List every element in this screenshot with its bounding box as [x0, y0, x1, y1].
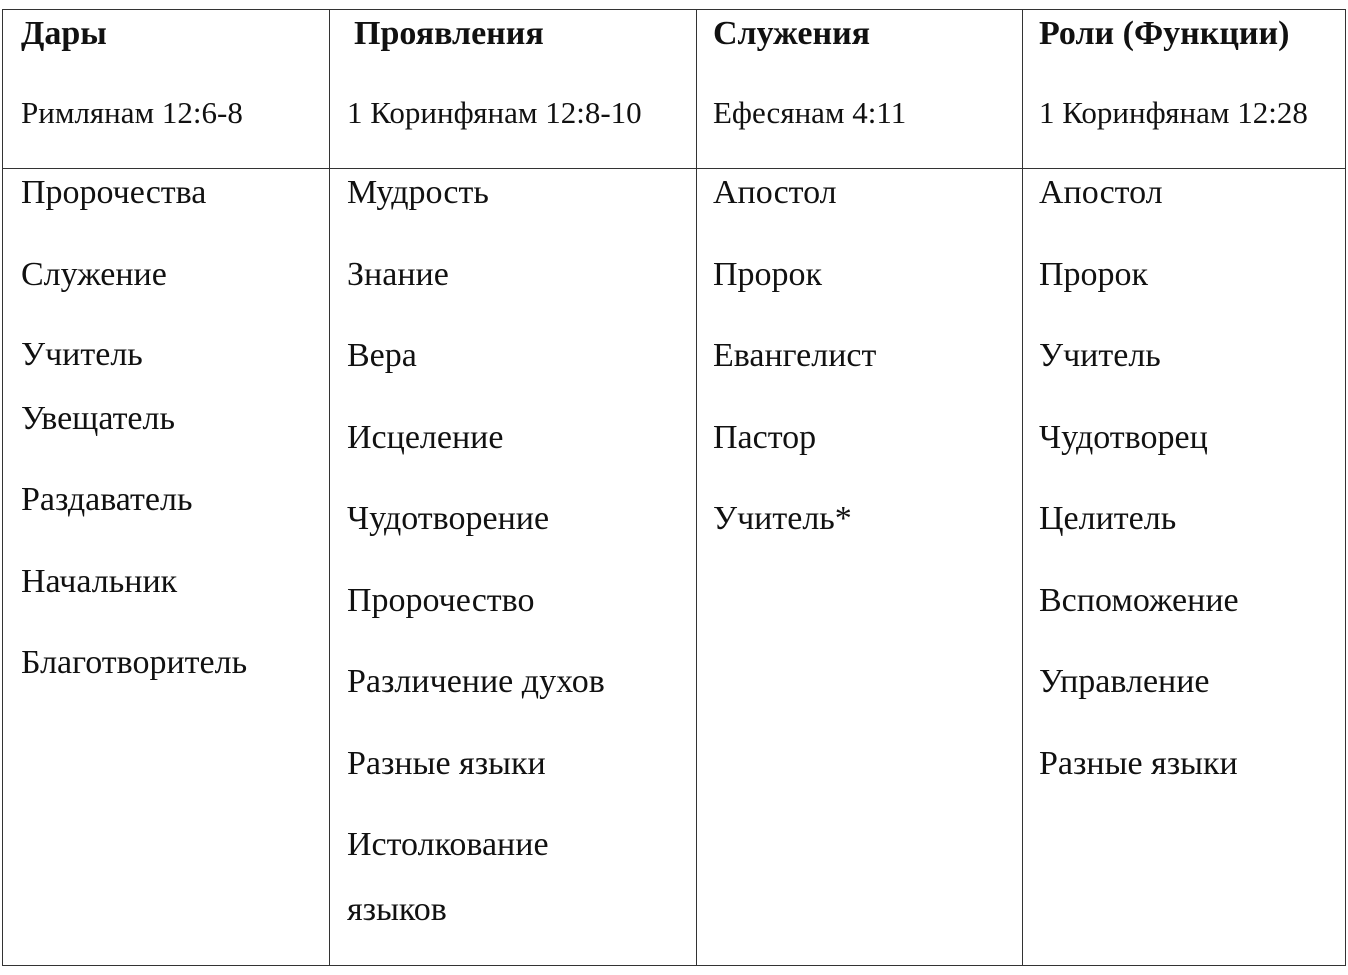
list-item: Разные языки [1039, 745, 1238, 782]
column-title: Дары [21, 15, 107, 52]
list-item: Благотворитель [21, 644, 248, 681]
list-item: Чудотворение [347, 500, 550, 537]
list-item: Увещатель [21, 400, 175, 437]
list-item: Апостол [713, 174, 837, 211]
list-item: Знание [347, 256, 449, 293]
list-item: Апостол [1039, 174, 1163, 211]
list-item: Пророк [713, 256, 823, 293]
column-manifestations [330, 10, 696, 965]
list-item: Пророчества [21, 174, 207, 211]
list-item: Вспоможение [1039, 582, 1239, 619]
column-roles [1023, 10, 1345, 965]
column-reference: Римлянам 12:6-8 [21, 95, 243, 130]
list-item: Пастор [713, 419, 817, 456]
list-item: Учитель [1039, 337, 1161, 374]
list-item: Вера [347, 337, 417, 374]
list-item: Управление [1039, 663, 1210, 700]
list-item: Пророк [1039, 256, 1149, 293]
column-title: Служения [713, 15, 871, 52]
column-reference: Ефесянам 4:11 [713, 95, 907, 130]
column-reference: 1 Коринфянам 12:8-10 [347, 95, 642, 130]
list-item: Учитель [21, 336, 143, 373]
list-item: Чудотворец [1039, 419, 1208, 456]
list-item: Целитель [1039, 500, 1177, 537]
column-reference: 1 Коринфянам 12:28 [1039, 95, 1308, 130]
list-item: Пророчество [347, 582, 535, 619]
column-title: Проявления [354, 15, 544, 52]
column-ministries [697, 10, 1022, 965]
list-item: Мудрость [347, 174, 489, 211]
list-item: Служение [21, 256, 167, 293]
list-item: Начальник [21, 563, 178, 600]
list-item: языков [347, 891, 447, 928]
list-item: Разные языки [347, 745, 546, 782]
list-item: Исцеление [347, 419, 504, 456]
list-item: Раздаватель [21, 481, 193, 518]
column-gifts [3, 10, 329, 965]
list-item: Истолкование [347, 826, 549, 863]
column-title: Роли (Функции) [1039, 15, 1290, 52]
list-item: Различение духов [347, 663, 605, 700]
list-item: Учитель* [713, 500, 852, 537]
list-item: Евангелист [713, 337, 877, 374]
gifts-table [2, 9, 1346, 966]
